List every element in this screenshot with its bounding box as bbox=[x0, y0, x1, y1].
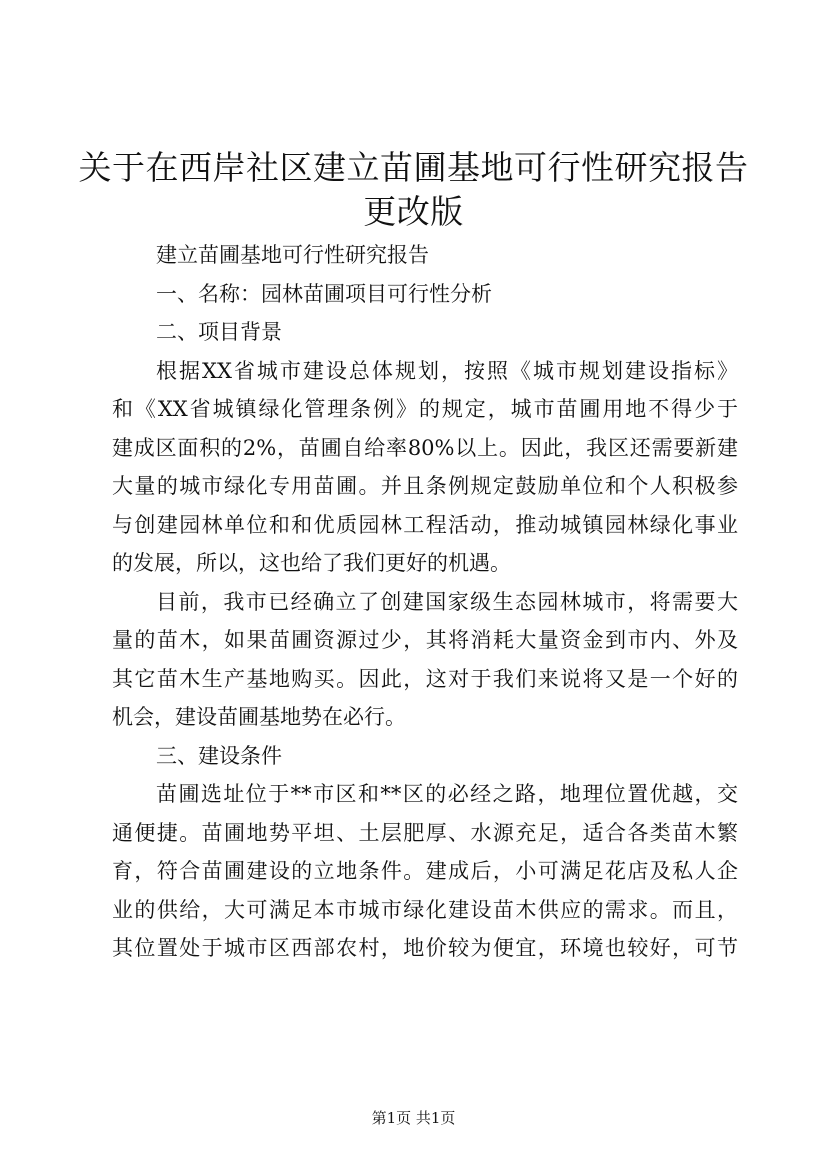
paragraph-line: 大量的城市绿化专用苗圃。并且条例规定鼓励单位和个人积极参 bbox=[112, 474, 738, 498]
paragraph-line: 其它苗木生产基地购买。因此，这对于我们来说将又是一个好的 bbox=[112, 666, 738, 691]
paragraph-line: 根据XX省城市建设总体规划，按照《城市规划建设指标》 bbox=[156, 358, 738, 383]
paragraph-line: 其位置处于城市区西部农村，地价较为便宜，环境也较好，可节 bbox=[112, 936, 738, 960]
paragraph-line: 建成区面积的2%，苗圃自给率80%以上。因此，我区还需要新建 bbox=[112, 435, 738, 460]
paragraph-line: 机会，建设苗圃基地势在必行。 bbox=[112, 705, 406, 729]
paragraph-line: 苗圃选址位于**市区和**区的必经之路，地理位置优越，交 bbox=[156, 782, 738, 806]
paragraph-line: 与创建园林单位和和优质园林工程活动，推动城镇园林绿化事业 bbox=[112, 512, 738, 537]
section-heading-background: 二、项目背景 bbox=[156, 320, 282, 344]
paragraph-line: 的发展，所以，这也给了我们更好的机遇。 bbox=[112, 551, 511, 575]
paragraph-line: 育，符合苗圃建设的立地条件。建成后，小可满足花店及私人企 bbox=[112, 859, 738, 883]
title-line-1: 关于在西岸社区建立苗圃基地可行性研究报告 bbox=[78, 148, 749, 187]
paragraph-line: 和《XX省城镇绿化管理条例》的规定，城市苗圃用地不得少于 bbox=[112, 397, 738, 421]
subtitle-line: 建立苗圃基地可行性研究报告 bbox=[156, 243, 429, 267]
section-heading-name: 一、名称：园林苗圃项目可行性分析 bbox=[156, 281, 492, 306]
section-heading-conditions: 三、建设条件 bbox=[156, 743, 282, 768]
paragraph-line: 业的供给，大可满足本市城市绿化建设苗木供应的需求。而且， bbox=[112, 897, 738, 922]
document-title bbox=[60, 146, 767, 234]
paragraph-line: 通便捷。苗圃地势平坦、土层肥厚、水源充足，适合各类苗木繁 bbox=[112, 820, 738, 845]
page-number-footer: 第1页 共1页 bbox=[371, 1109, 456, 1127]
paragraph-line: 目前，我市已经确立了创建国家级生态园林城市，将需要大 bbox=[156, 589, 738, 614]
paragraph-line: 量的苗木，如果苗圃资源过少，其将消耗大量资金到市内、外及 bbox=[112, 628, 738, 652]
title-line-2: 更改版 bbox=[363, 192, 464, 231]
document-body bbox=[112, 236, 738, 968]
